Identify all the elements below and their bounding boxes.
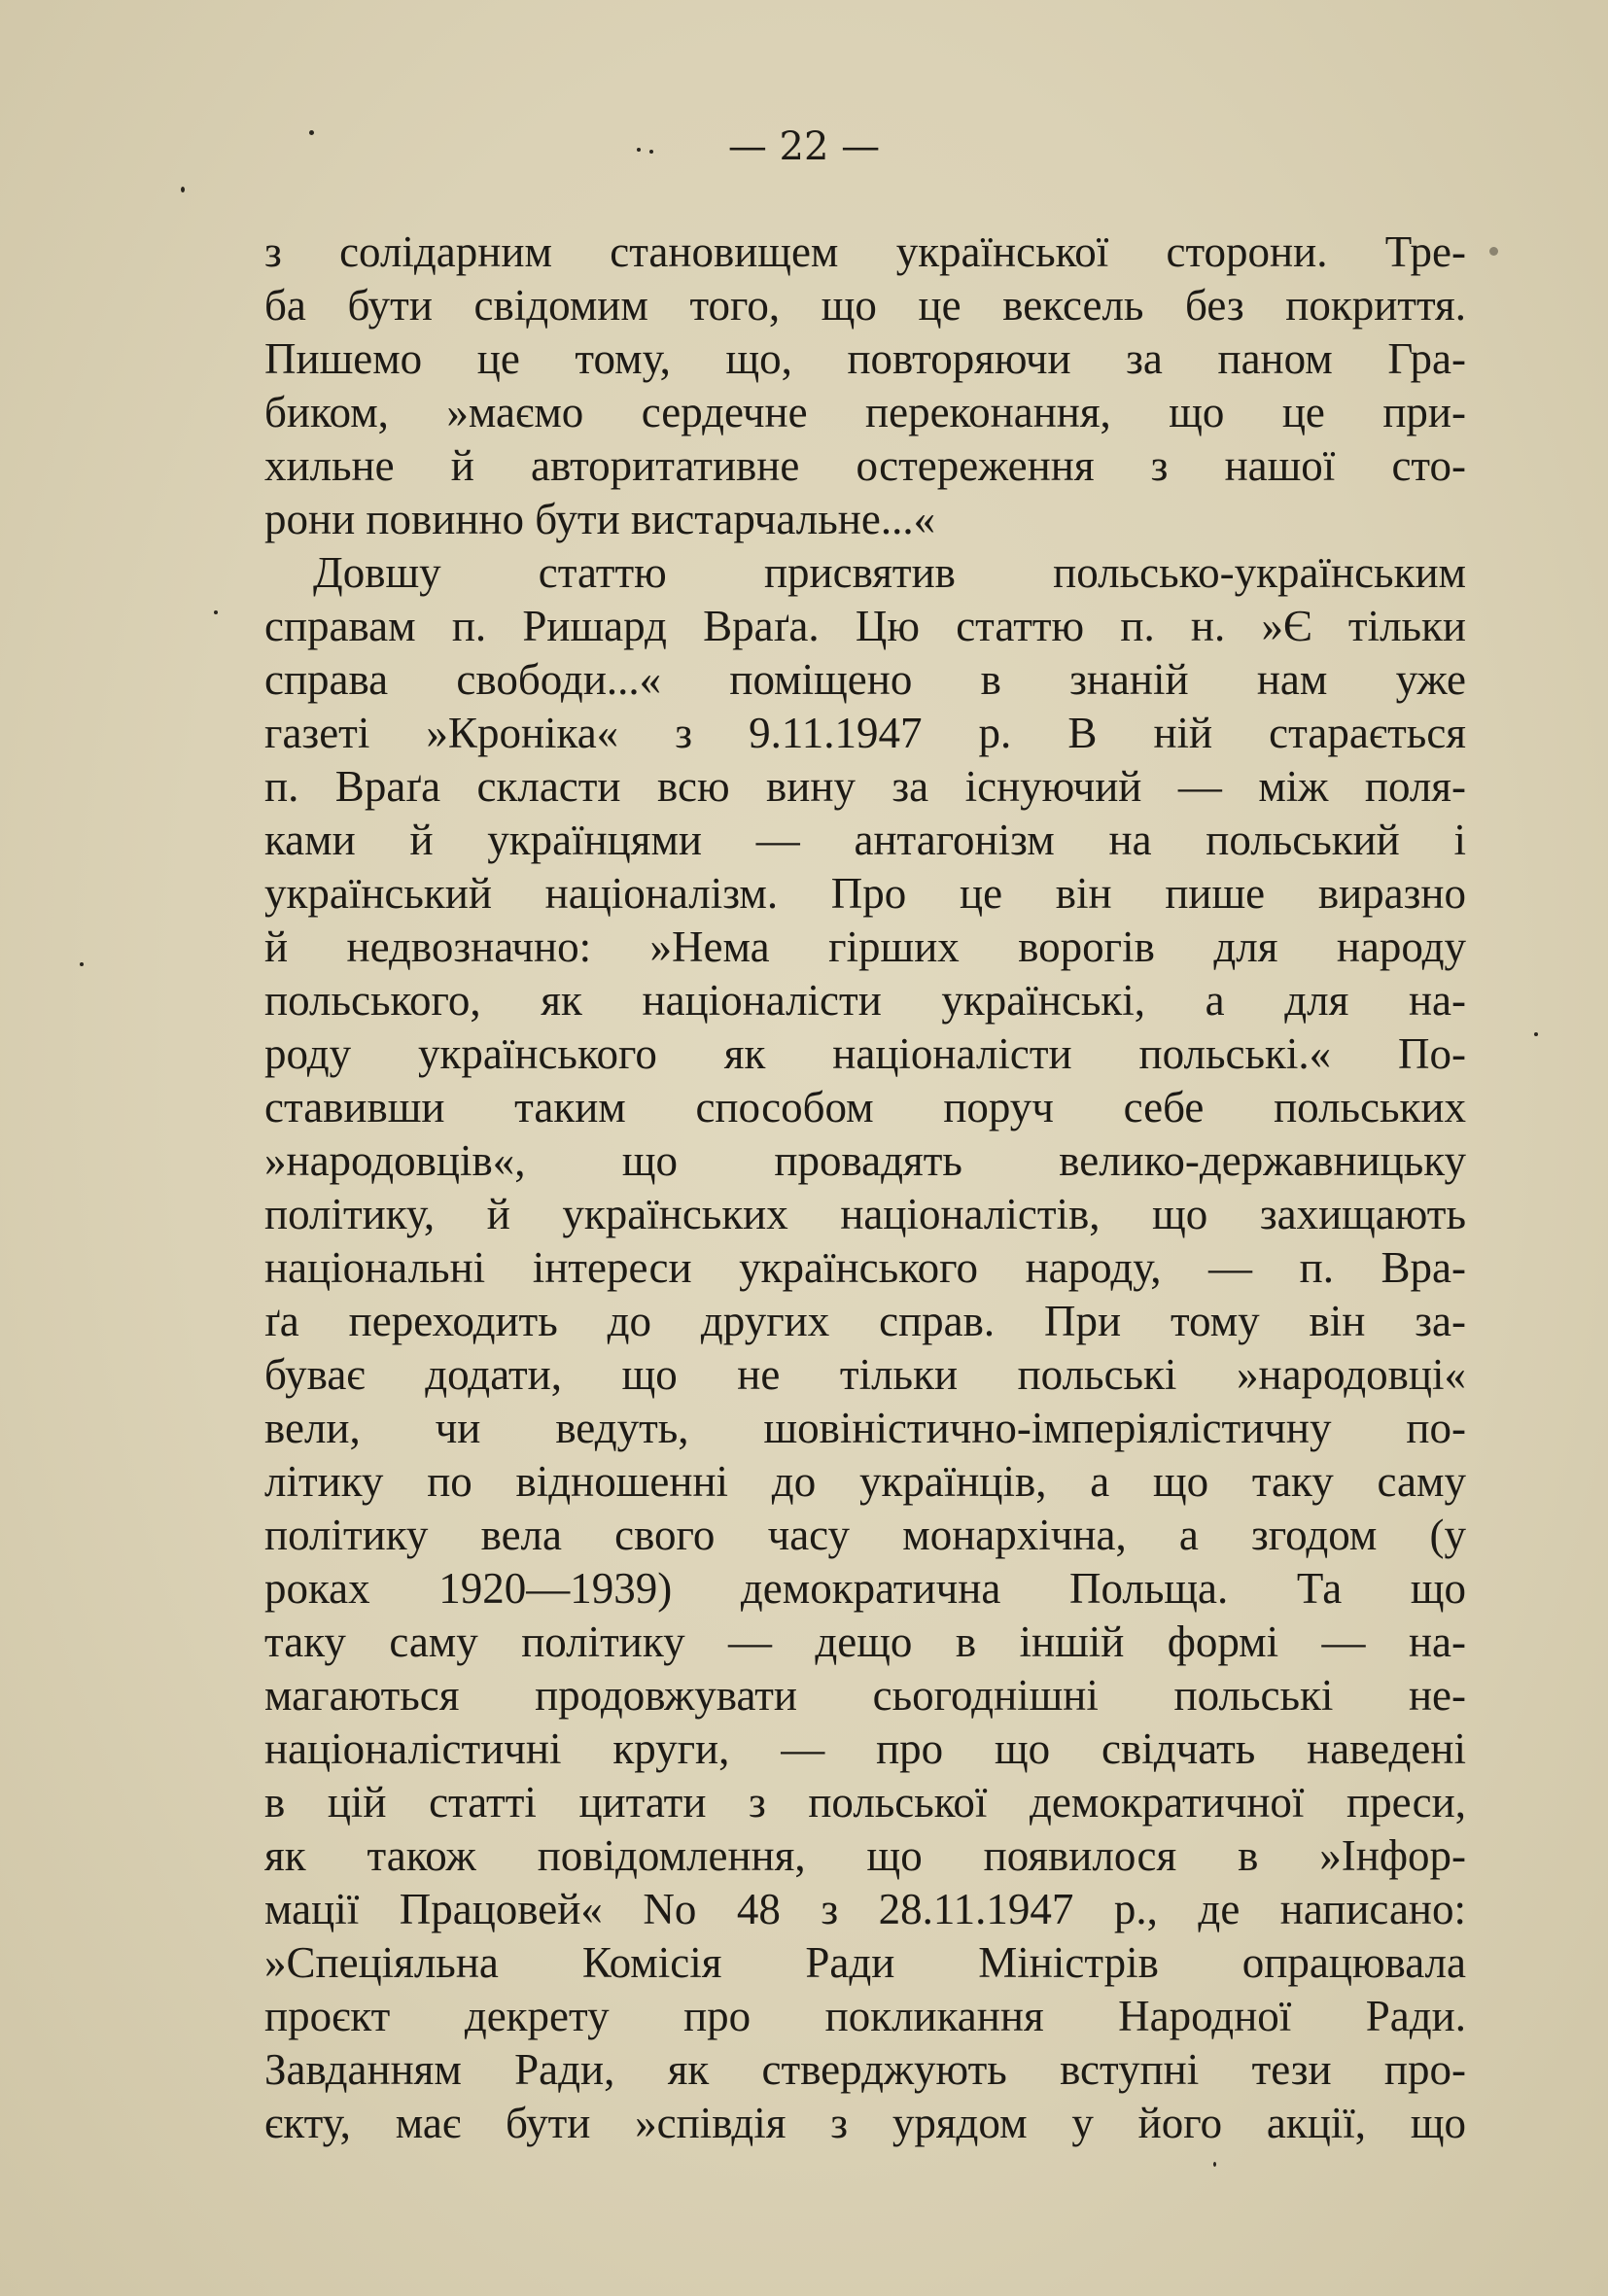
text-line: таку саму політику — дещо в іншій формі — на- [264,1618,1466,1666]
text-line: Пишемо це тому, що, повторяючи за паном Гра- [264,334,1466,383]
text-line: буває додати, що не тільки польські »народовці« [264,1350,1466,1399]
text-line: як також повідомлення, що появилося в »Інфор- [264,1831,1466,1880]
text-line: »народовців«, що провадять велико-державницьку [264,1136,1466,1185]
text-line: п. Враґа скласти всю вину за існуючий — між поля- [264,762,1466,811]
text-line: рони повинно бути вистарчальне...« [264,495,936,543]
paper-speck [181,187,185,192]
text-line: й недвозначно: »Нема гірших ворогів для народу [264,922,1466,971]
paper-speck [214,610,218,614]
paper-speck [1534,1032,1538,1036]
text-line: роду українського як націоналісти польські.« По- [264,1029,1466,1078]
text-line: роках 1920—1939) демократична Польща. Та що [264,1564,1466,1613]
text-line: польського, як націоналісти українські, а для на- [264,976,1466,1025]
paper-speck [1213,2162,1216,2167]
text-line: український націоналізм. Про це він пише виразно [264,869,1466,918]
paper-speck [637,148,641,152]
text-line: биком, »маємо сердечне переконання, що це при- [264,388,1466,436]
text-line: з солідарним становищем української сторони. Тре- [264,227,1466,276]
text-line: справа свободи...« поміщено в знаній нам уже [264,655,1466,704]
body-text [264,226,1466,2150]
text-line: проєкт декрету про покликання Народної Ради. [264,1992,1466,2040]
text-line: газеті »Кроніка« з 9.11.1947 р. В ній старається [264,709,1466,757]
paper-speck [649,150,653,154]
paper-speck [309,130,314,135]
text-line: справам п. Ришард Враґа. Цю статтю п. н. »Є тільки [264,602,1466,650]
text-line: літику по відношенні до українців, а що таку саму [264,1457,1466,1506]
text-line: ба бути свідомим того, що це вексель без покриття. [264,281,1466,330]
text-line: національні інтереси українського народу, — п. Вра- [264,1243,1466,1292]
text-line: хильне й авторитативне остереження з нашої сто- [264,441,1466,490]
text-line: ґа переходить до других справ. При тому він за- [264,1297,1466,1345]
text-line: магаються продовжувати сьогоднішні польські не- [264,1671,1466,1720]
text-line: мації Працовей« No 48 з 28.11.1947 р., де написано: [264,1885,1466,1933]
text-line: Довшу статтю присвятив польсько-українським [313,548,1466,597]
text-line: ками й українцями — антагонізм на польський і [264,816,1466,864]
paper-speck [80,962,84,966]
paper-speck [1489,247,1498,256]
text-line: ставивши таким способом поруч себе польських [264,1083,1466,1131]
page-number: — 22 — [727,124,881,169]
text-line: єкту, має бути »співдія з урядом у його акції, що [264,2099,1466,2147]
text-line: Завданням Ради, як стверджують вступні тези про- [264,2045,1466,2094]
text-line: в цій статті цитати з польської демократичної преси, [264,1778,1466,1826]
text-line: націоналістичні круги, — про що свідчать наведені [264,1724,1466,1773]
text-line: політику, й українських націоналістів, що захищають [264,1190,1466,1238]
text-line: політику вела свого часу монархічна, а згодом (у [264,1511,1466,1559]
text-line: вели, чи ведуть, шовіністично-імперіялістичну по- [264,1404,1466,1452]
text-line: »Спеціяльна Комісія Ради Міністрів опрацювала [264,1938,1466,1987]
